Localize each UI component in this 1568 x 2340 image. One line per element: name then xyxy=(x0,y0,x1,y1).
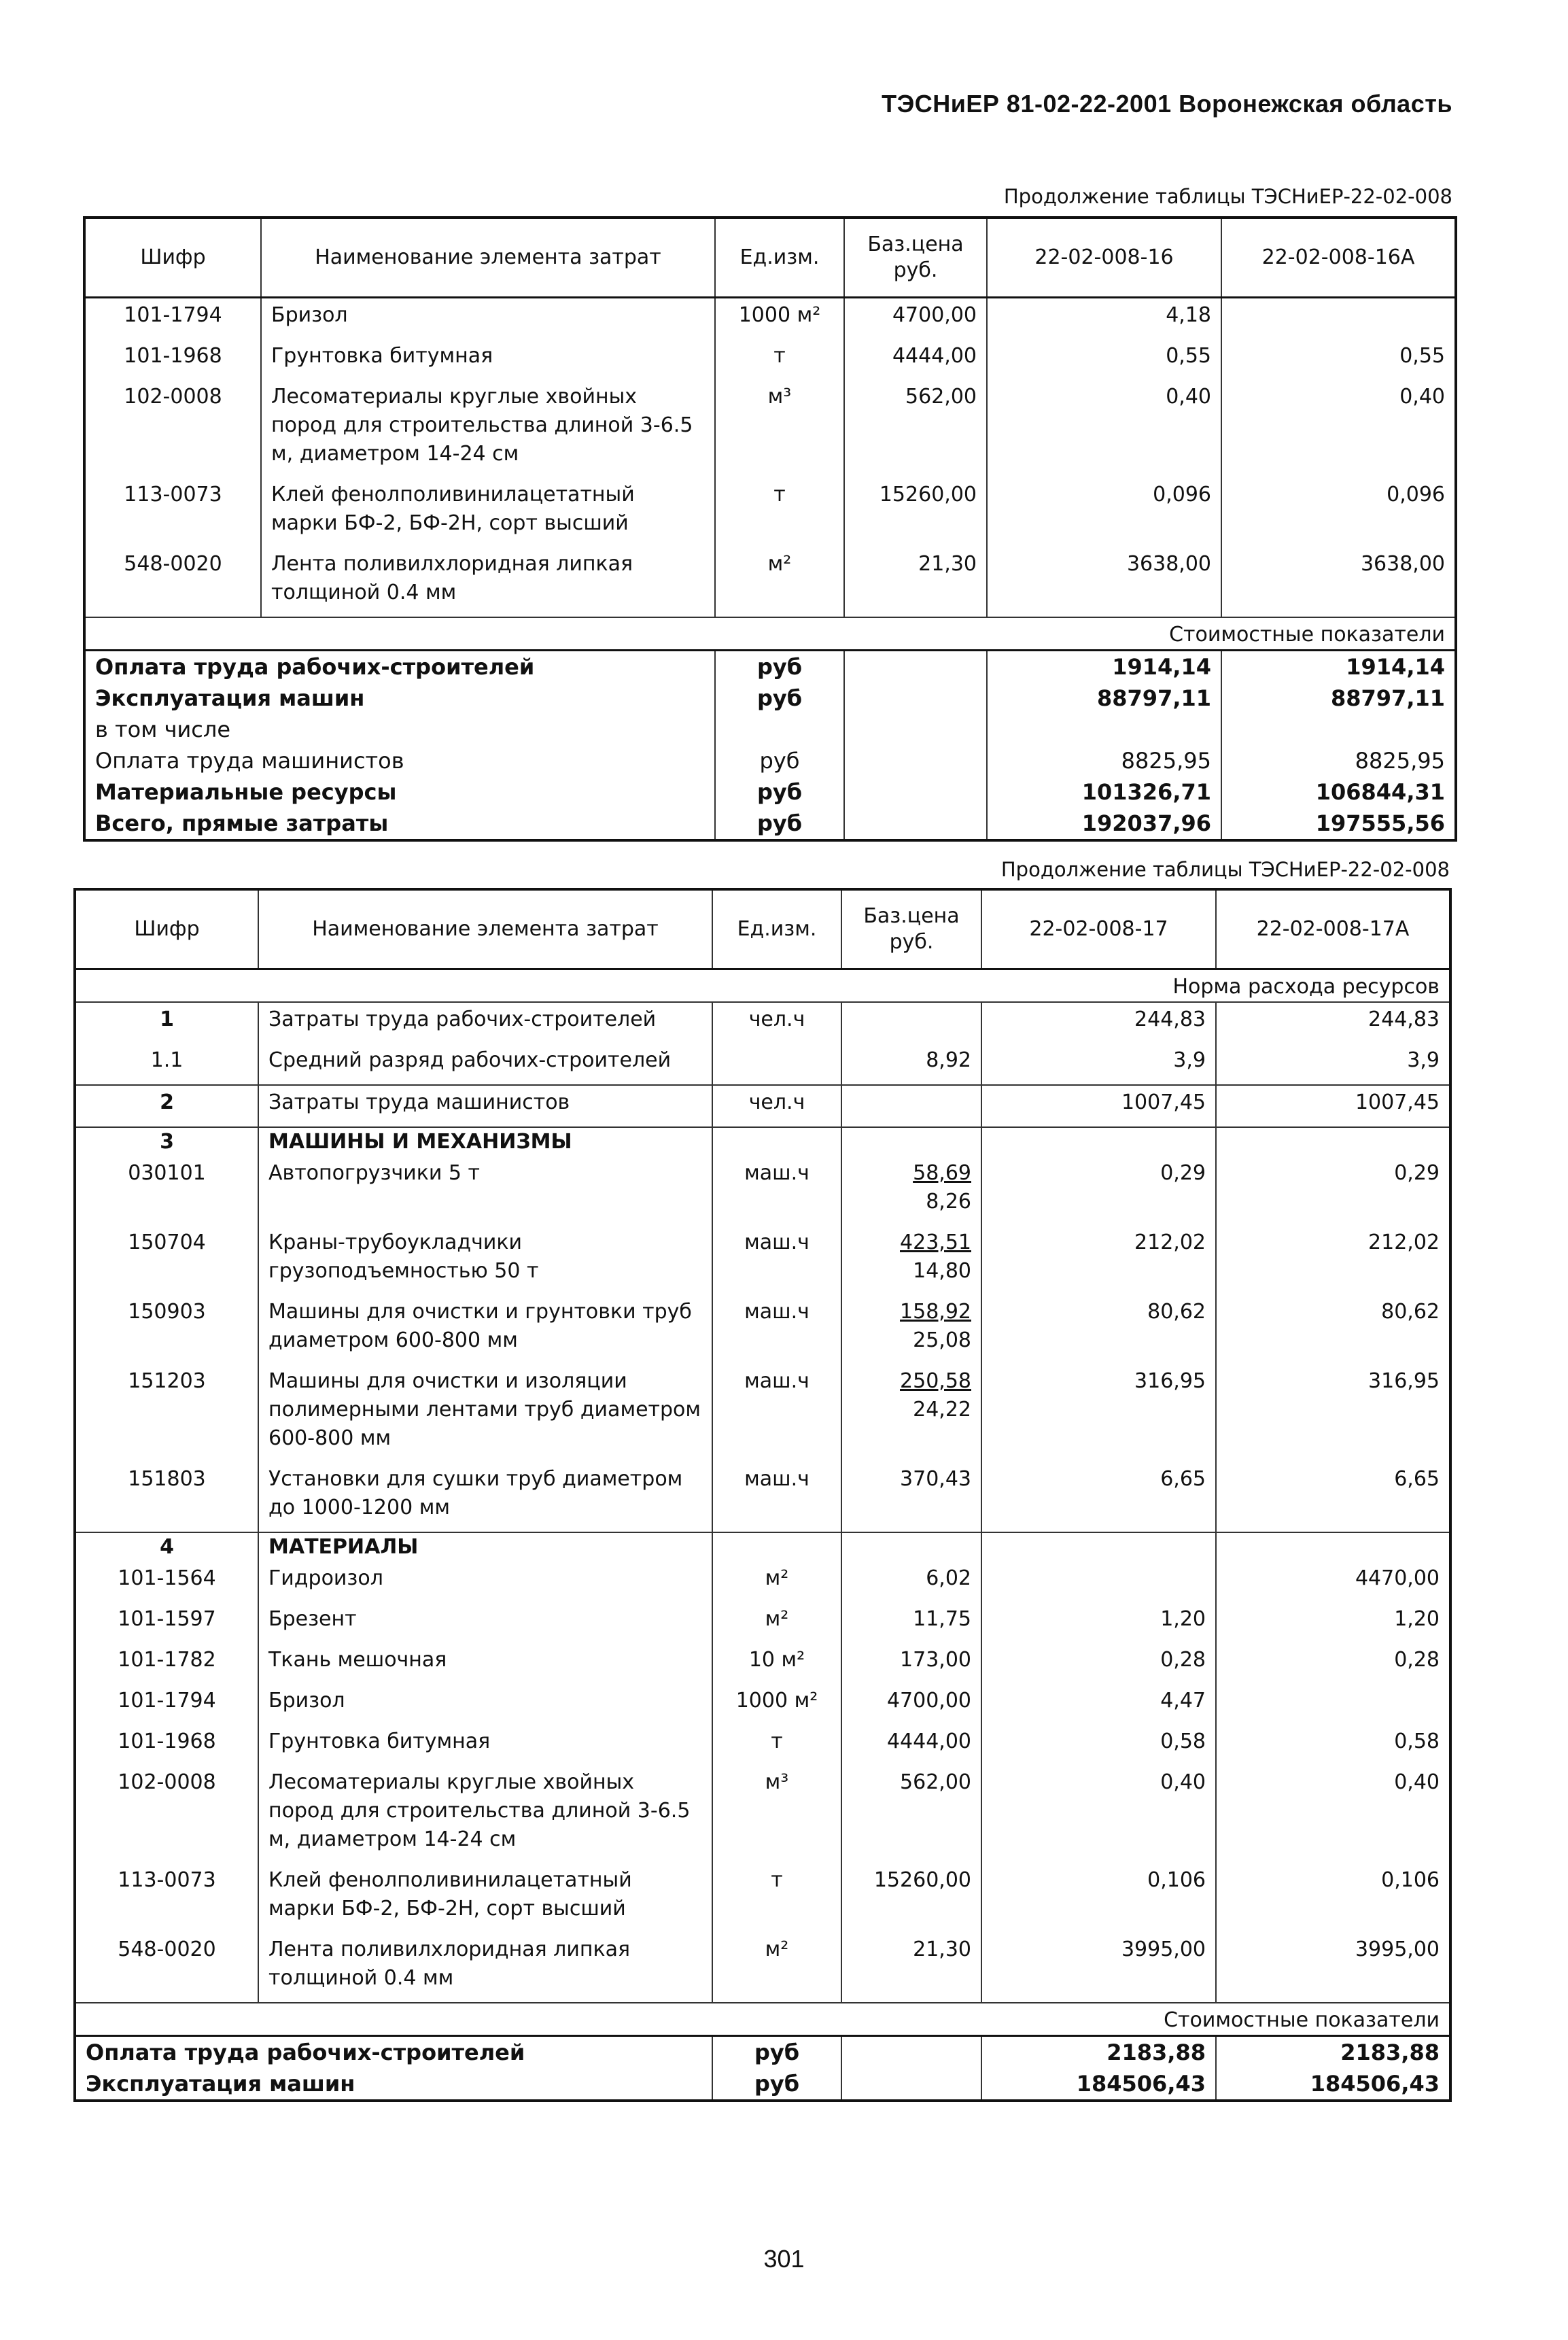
machinist-row xyxy=(75,1085,1450,1127)
resource-name: Автопогрузчики 5 т xyxy=(258,1156,712,1226)
value-a: 1007,45 xyxy=(981,1085,1216,1127)
empty-cell xyxy=(981,1532,1216,1562)
resource-code: 1.1 xyxy=(150,1048,184,1072)
total-price-empty xyxy=(844,776,987,808)
col-header-code: Шифр xyxy=(84,218,261,298)
table2-caption: Продолжение таблицы ТЭСНиЕР-22-02-008 xyxy=(1000,858,1450,881)
resource-unit: 10 м² xyxy=(712,1643,841,1684)
table1-header-row xyxy=(84,218,1456,298)
total-name: Всего, прямые затраты xyxy=(95,810,389,836)
col-header-name: Наименование элемента затрат xyxy=(258,889,712,969)
resource-code: 101-1597 xyxy=(118,1607,216,1631)
value-a: 0,58 xyxy=(981,1725,1216,1766)
labor-row xyxy=(75,1002,1450,1044)
band-row xyxy=(75,969,1450,1003)
table-row xyxy=(84,380,1456,478)
resource-price: 21,30 xyxy=(841,1933,981,2003)
table-row xyxy=(84,298,1456,340)
table-row xyxy=(84,339,1456,380)
empty-cell xyxy=(712,1127,841,1156)
total-a: 8825,95 xyxy=(987,745,1221,776)
resource-price: 8,92 xyxy=(841,1044,981,1085)
total-price-empty xyxy=(841,2036,981,2069)
machine-price: 370,43 xyxy=(900,1467,971,1491)
resource-name: Затраты труда рабочих-строителей xyxy=(258,1002,712,1044)
table1-caption: Продолжение таблицы ТЭСНиЕР-22-02-008 xyxy=(1003,185,1452,208)
total-row xyxy=(84,714,1456,745)
resource-unit: маш.ч xyxy=(712,1156,841,1226)
value-a: 3,9 xyxy=(981,1044,1216,1085)
resource-unit: маш.ч xyxy=(712,1462,841,1532)
resource-price xyxy=(841,1295,981,1364)
resource-code: 102-0008 xyxy=(118,1770,216,1794)
total-name: Оплата труда рабочих-строителей xyxy=(86,2040,525,2065)
value-b: 0,55 xyxy=(1221,339,1456,380)
labor-row xyxy=(75,1044,1450,1085)
resource-name: Лента поливилхлоридная липкая толщиной 0.4 мм xyxy=(258,1933,712,2003)
value-a: 3638,00 xyxy=(987,547,1221,617)
value-b: 0,29 xyxy=(1216,1156,1450,1226)
material-row xyxy=(75,1933,1450,2003)
total-row xyxy=(84,776,1456,808)
section-row-machines xyxy=(75,1127,1450,1156)
resource-name: Лесоматериалы круглые хвойных пород для строительства длиной 3-6.5 м, диаметром 14-24 см xyxy=(258,1766,712,1863)
resource-code: 030101 xyxy=(128,1161,206,1185)
resource-name: Краны-трубоукладчики грузоподъемностью 50 т xyxy=(258,1226,712,1295)
value-b: 4470,00 xyxy=(1216,1562,1450,1602)
value-a: 316,95 xyxy=(981,1364,1216,1462)
resource-code: 151803 xyxy=(128,1467,206,1491)
resource-code: 548-0020 xyxy=(118,1938,216,1961)
value-b: 0,28 xyxy=(1216,1643,1450,1684)
resource-unit: т xyxy=(715,478,844,547)
resource-code: 101-1564 xyxy=(118,1566,216,1590)
resource-code: 2 xyxy=(75,1085,258,1127)
resource-code: 101-1794 xyxy=(118,1689,216,1713)
value-b xyxy=(1221,298,1456,340)
resource-price: 4700,00 xyxy=(844,298,987,340)
resource-name: Машины для очистки и изоляции полимерными лентами труб диаметром 600-800 мм xyxy=(258,1364,712,1462)
resource-price: 4444,00 xyxy=(841,1725,981,1766)
material-row xyxy=(75,1766,1450,1863)
resource-unit: м³ xyxy=(712,1766,841,1863)
total-a: 192037,96 xyxy=(987,808,1221,840)
total-name: Материальные ресурсы xyxy=(95,779,397,805)
value-a: 0,28 xyxy=(981,1643,1216,1684)
empty-cell xyxy=(981,1127,1216,1156)
operator-wage: 14,80 xyxy=(913,1259,971,1283)
band-label: Стоимостные показатели xyxy=(75,2003,1450,2036)
total-b: 1914,14 xyxy=(1221,651,1456,683)
resource-code: 113-0073 xyxy=(124,483,222,506)
col-header-name: Наименование элемента затрат xyxy=(261,218,715,298)
machine-price: 250,58 xyxy=(900,1369,971,1393)
value-b: 1007,45 xyxy=(1216,1085,1450,1127)
resource-price-empty xyxy=(841,1085,981,1127)
resource-unit: чел.ч xyxy=(712,1002,841,1044)
total-name: Эксплуатация машин xyxy=(95,685,365,711)
machine-row xyxy=(75,1226,1450,1295)
resource-code: 150903 xyxy=(128,1300,206,1324)
col-header-b: 22-02-008-16А xyxy=(1221,218,1456,298)
section-title: МАТЕРИАЛЫ xyxy=(258,1532,712,1562)
resource-name: Лента поливилхлоридная липкая толщиной 0.4 мм xyxy=(261,547,715,617)
total-unit xyxy=(715,714,844,745)
resource-name: Лесоматериалы круглые хвойных пород для строительства длиной 3-6.5 м, диаметром 14-24 см xyxy=(261,380,715,478)
empty-cell xyxy=(1216,1532,1450,1562)
operator-wage: 24,22 xyxy=(913,1398,971,1422)
resource-name: Грунтовка битумная xyxy=(261,339,715,380)
total-b: 106844,31 xyxy=(1221,776,1456,808)
document-header: ТЭСНиЕР 81-02-22-2001 Воронежская область xyxy=(882,90,1452,118)
resource-unit: м² xyxy=(712,1602,841,1643)
material-row xyxy=(75,1562,1450,1602)
total-a: 184506,43 xyxy=(981,2068,1216,2101)
col-header-b: 22-02-008-17А xyxy=(1216,889,1450,969)
resource-name: Гидроизол xyxy=(258,1562,712,1602)
resource-name: Грунтовка битумная xyxy=(258,1725,712,1766)
resource-price: 4700,00 xyxy=(841,1684,981,1725)
resource-price: 15260,00 xyxy=(844,478,987,547)
total-a xyxy=(987,714,1221,745)
table2-body xyxy=(75,1002,1450,2101)
resource-price xyxy=(841,1156,981,1226)
resource-code: 101-1968 xyxy=(124,344,222,368)
total-b: 8825,95 xyxy=(1221,745,1456,776)
empty-cell xyxy=(712,1532,841,1562)
total-price-empty xyxy=(844,651,987,683)
value-a: 0,106 xyxy=(981,1863,1216,1933)
machine-row xyxy=(75,1156,1450,1226)
total-b: 2183,88 xyxy=(1216,2036,1450,2069)
resource-unit: т xyxy=(712,1725,841,1766)
resource-name: Клей фенолполивинилацетатный марки БФ-2, БФ-2Н, сорт высший xyxy=(261,478,715,547)
value-a: 1,20 xyxy=(981,1602,1216,1643)
col-header-price: Баз.цена руб. xyxy=(844,218,987,298)
value-b: 0,58 xyxy=(1216,1725,1450,1766)
table1-body xyxy=(84,298,1456,618)
resource-unit: м³ xyxy=(715,380,844,478)
empty-cell xyxy=(841,1127,981,1156)
value-a: 0,40 xyxy=(987,380,1221,478)
value-b: 0,40 xyxy=(1216,1766,1450,1863)
total-unit: руб xyxy=(715,683,844,714)
machine-price: 158,92 xyxy=(900,1300,971,1324)
resource-code: 101-1782 xyxy=(118,1648,216,1672)
table2-header-row xyxy=(75,889,1450,969)
resource-name: Затраты труда машинистов xyxy=(258,1085,712,1127)
table-row xyxy=(84,478,1456,547)
col-header-price: Баз.цена руб. xyxy=(841,889,981,969)
resource-name: Средний разряд рабочих-строителей xyxy=(258,1044,712,1085)
value-a: 0,40 xyxy=(981,1766,1216,1863)
total-unit: руб xyxy=(715,745,844,776)
resource-unit: м² xyxy=(715,547,844,617)
value-b: 0,40 xyxy=(1221,380,1456,478)
value-a: 244,83 xyxy=(981,1002,1216,1044)
resource-code: 102-0008 xyxy=(124,385,222,409)
value-b: 6,65 xyxy=(1216,1462,1450,1532)
total-price-empty xyxy=(841,2068,981,2101)
resource-unit: 1000 м² xyxy=(712,1684,841,1725)
resource-unit: чел.ч xyxy=(712,1085,841,1127)
resource-table-2 xyxy=(73,888,1452,2102)
value-a: 0,29 xyxy=(981,1156,1216,1226)
total-unit: руб xyxy=(715,808,844,840)
resource-price: 562,00 xyxy=(841,1766,981,1863)
operator-wage: 8,26 xyxy=(926,1190,971,1214)
resource-unit: маш.ч xyxy=(712,1295,841,1364)
total-row xyxy=(84,745,1456,776)
total-unit: руб xyxy=(712,2068,841,2101)
empty-cell xyxy=(1216,1127,1450,1156)
resource-unit: т xyxy=(712,1863,841,1933)
resource-price xyxy=(841,1226,981,1295)
resource-code: 150704 xyxy=(128,1231,206,1254)
value-b: 3,9 xyxy=(1216,1044,1450,1085)
total-a: 101326,71 xyxy=(987,776,1221,808)
value-a: 0,096 xyxy=(987,478,1221,547)
resource-price xyxy=(841,1364,981,1462)
total-b: 184506,43 xyxy=(1216,2068,1450,2101)
table-row xyxy=(84,547,1456,617)
value-a: 3995,00 xyxy=(981,1933,1216,2003)
resource-unit xyxy=(712,1044,841,1085)
resource-price: 6,02 xyxy=(841,1562,981,1602)
resource-name: Клей фенолполивинилацетатный марки БФ-2, БФ-2Н, сорт высший xyxy=(258,1863,712,1933)
resource-unit: маш.ч xyxy=(712,1364,841,1462)
total-a: 88797,11 xyxy=(987,683,1221,714)
total-row xyxy=(75,2036,1450,2069)
resource-price: 11,75 xyxy=(841,1602,981,1643)
resource-code: 151203 xyxy=(128,1369,206,1393)
resource-code: 1 xyxy=(75,1002,258,1044)
resource-unit: т xyxy=(715,339,844,380)
col-header-unit: Ед.изм. xyxy=(712,889,841,969)
resource-price: 562,00 xyxy=(844,380,987,478)
total-price-empty xyxy=(844,683,987,714)
total-row xyxy=(84,683,1456,714)
resource-name: Машины для очистки и грунтовки труб диаметром 600-800 мм xyxy=(258,1295,712,1364)
section-code: 4 xyxy=(75,1532,258,1562)
resource-name: Брезент xyxy=(258,1602,712,1643)
value-b: 1,20 xyxy=(1216,1602,1450,1643)
band-row xyxy=(75,2003,1450,2036)
total-row xyxy=(84,808,1456,840)
resource-name: Бризол xyxy=(261,298,715,340)
band-label: Норма расхода ресурсов xyxy=(1172,975,1440,999)
resource-name: Ткань мешочная xyxy=(258,1643,712,1684)
value-b: 0,096 xyxy=(1221,478,1456,547)
resource-unit: 1000 м² xyxy=(715,298,844,340)
total-name: в том числе xyxy=(95,717,230,742)
value-b: 212,02 xyxy=(1216,1226,1450,1295)
resource-code: 548-0020 xyxy=(124,552,222,576)
resource-unit: м² xyxy=(712,1562,841,1602)
value-a: 4,47 xyxy=(981,1684,1216,1725)
total-name: Эксплуатация машин xyxy=(86,2071,355,2097)
value-b: 316,95 xyxy=(1216,1364,1450,1462)
col-header-a: 22-02-008-16 xyxy=(987,218,1221,298)
value-a: 212,02 xyxy=(981,1226,1216,1295)
value-a: 6,65 xyxy=(981,1462,1216,1532)
total-unit: руб xyxy=(715,776,844,808)
value-b: 0,106 xyxy=(1216,1863,1450,1933)
operator-wage: 25,08 xyxy=(913,1328,971,1352)
value-a: 80,62 xyxy=(981,1295,1216,1364)
total-price-empty xyxy=(844,714,987,745)
value-b: 244,83 xyxy=(1216,1002,1450,1044)
total-a: 1914,14 xyxy=(987,651,1221,683)
resource-unit: м² xyxy=(712,1933,841,2003)
machine-row xyxy=(75,1295,1450,1364)
band-label: Стоимостные показатели xyxy=(84,617,1456,651)
total-row xyxy=(84,651,1456,683)
material-row xyxy=(75,1643,1450,1684)
resource-price: 15260,00 xyxy=(841,1863,981,1933)
section-title: МАШИНЫ И МЕХАНИЗМЫ xyxy=(258,1127,712,1156)
page-number: 301 xyxy=(763,2245,805,2273)
total-price-empty xyxy=(844,808,987,840)
section-code: 3 xyxy=(75,1127,258,1156)
machine-row xyxy=(75,1462,1450,1532)
machine-row xyxy=(75,1364,1450,1462)
value-a xyxy=(981,1562,1216,1602)
value-b xyxy=(1216,1684,1450,1725)
total-name: Оплата труда машинистов xyxy=(95,748,404,774)
total-b: 88797,11 xyxy=(1221,683,1456,714)
band-row xyxy=(84,617,1456,651)
total-b xyxy=(1221,714,1456,745)
machine-price: 423,51 xyxy=(900,1231,971,1254)
resource-price xyxy=(841,1002,981,1044)
resource-name: Бризол xyxy=(258,1684,712,1725)
total-unit: руб xyxy=(715,651,844,683)
resource-code: 113-0073 xyxy=(118,1868,216,1892)
resource-price: 173,00 xyxy=(841,1643,981,1684)
resource-price xyxy=(841,1462,981,1532)
material-row xyxy=(75,1725,1450,1766)
material-row xyxy=(75,1863,1450,1933)
col-header-a: 22-02-008-17 xyxy=(981,889,1216,969)
total-unit: руб xyxy=(712,2036,841,2069)
resource-name: Установки для сушки труб диаметром до 1000-1200 мм xyxy=(258,1462,712,1532)
resource-price: 21,30 xyxy=(844,547,987,617)
resource-unit: маш.ч xyxy=(712,1226,841,1295)
resource-price: 4444,00 xyxy=(844,339,987,380)
machine-price: 58,69 xyxy=(913,1161,971,1185)
total-b: 197555,56 xyxy=(1221,808,1456,840)
material-row xyxy=(75,1684,1450,1725)
resource-code: 101-1794 xyxy=(124,303,222,327)
value-a: 0,55 xyxy=(987,339,1221,380)
value-b: 3995,00 xyxy=(1216,1933,1450,2003)
col-header-unit: Ед.изм. xyxy=(715,218,844,298)
resource-table-1 xyxy=(83,216,1457,842)
value-a: 4,18 xyxy=(987,298,1221,340)
value-b: 3638,00 xyxy=(1221,547,1456,617)
table1-totals xyxy=(84,651,1456,841)
total-name: Оплата труда рабочих-строителей xyxy=(95,654,535,680)
total-price-empty xyxy=(844,745,987,776)
material-row xyxy=(75,1602,1450,1643)
total-a: 2183,88 xyxy=(981,2036,1216,2069)
value-b: 80,62 xyxy=(1216,1295,1450,1364)
empty-cell xyxy=(841,1532,981,1562)
total-row xyxy=(75,2068,1450,2101)
col-header-code: Шифр xyxy=(75,889,258,969)
resource-code: 101-1968 xyxy=(118,1730,216,1753)
section-row-materials xyxy=(75,1532,1450,1562)
